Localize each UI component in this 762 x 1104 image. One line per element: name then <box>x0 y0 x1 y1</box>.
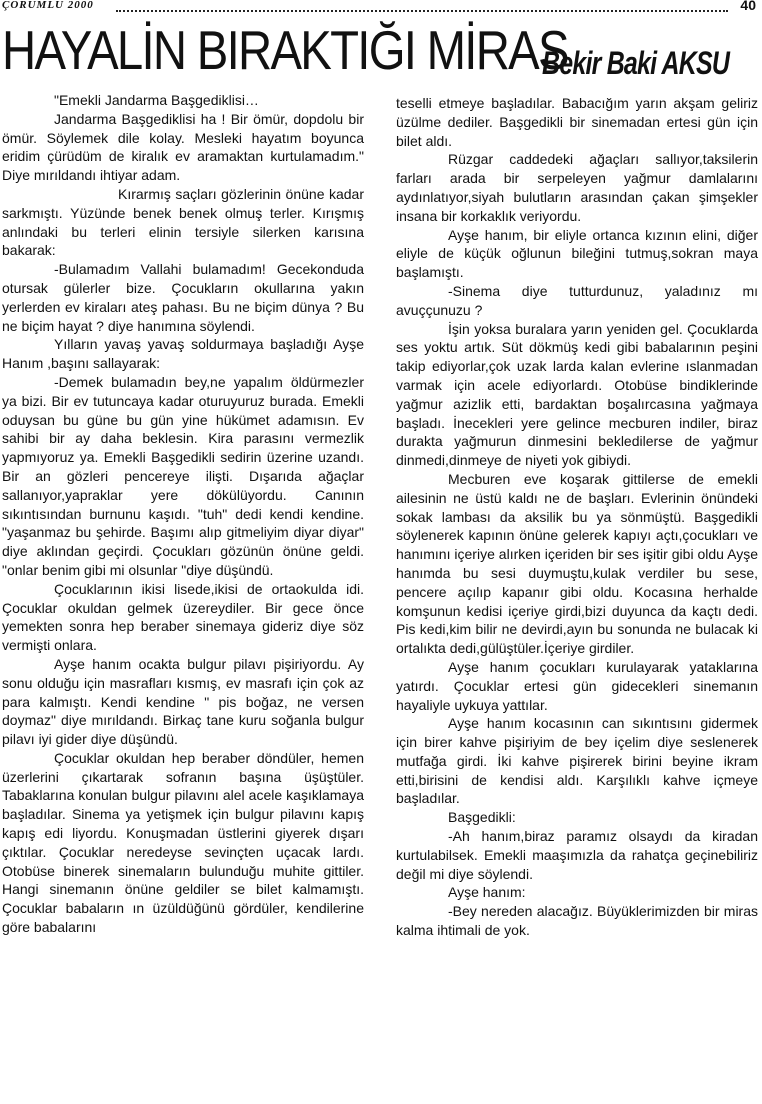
paragraph: Mecburen eve koşarak gittilerse de emekli ailesinin ne üstü kaldı ne de başları. Evlerinin önündeki sokak lambası da aksilik bu ya sönmüştü. Başgedikli söylenerek kapının önüne gelerek kapıyı açtı,çocukları ve hanımını içeriye alırken içeriden bir ses işitir gibi oldu Ayşe hanımda bu sesi duymuştu,kulak verdiler bu sese, pencere açılıp kapanır gibi oldu. Kocasına herhalde komşunun kedisi içeriye girdi,bizi duyunca da kaçtı dedi. Pis kedi,kim bilir ne devirdi,ayın bu sonunda ne bulacak ki ortalıkta dedi,gülüştüler.İçeriye girdiler. <box>396 470 758 657</box>
paragraph: "Emekli Jandarma Başgediklisi… <box>54 92 259 108</box>
paragraph: teselli etmeye başladılar. Babacığım yarın akşam geliriz üzülme dediler. Başgedikli bir sinemadan ertesi gün için bilet aldı. <box>396 95 758 149</box>
paragraph: -Demek bulamadın bey,ne yapalım öldürmezler ya bizi. Bir ev tutuncaya kadar oturuyuruz burada. Emekli oduysan bu güne bu gün yine hükümet adamısın. Ev sahibi bir ay daha beklesin. Kira parasını vermezlik yapmıyoruz ya. Emekli Başgedikli sedirin üzerine uzandı. Bir an gözleri pencereye ilişti. Dışarıda ağaçlar sallanıyor,yapraklar yere dökülüyordu. Canının sıkıntısından burnunu kaşıdı. "tuh" dedi kendi kendine. "yaşanmaz bu şehirde. Başımı alıp gitmeliyim diyar diyar" diye aklından geçirdi. Çocukları gözünün önüne geldi. "onlar benim gibi mi olsunlar "diye düşündü. <box>2 373 364 578</box>
paragraph: Çocuklar okuldan hep beraber döndüler, hemen üzerlerini çıkartarak sofranın başına üşüştüler. Tabaklarına konulan bulgur pilavını alel acele kaşıklamaya başladılar. Sinema ya yetişmek için bulgur pilavını kapış kapış edi liyordu. Konuşmadan üstlerini giyerek dışarı çıktılar. Çocuklar neredeyse sevinçten uçacak lardı. Otobüse binerek sinemaların bulunduğu muhite gittiler. Hangi sinemanın önüne geldiler se bilet kalmamıştı. Çocuklar babaların ın üzüldüğünü gördüler, kendilerine göre babalarını <box>2 749 364 936</box>
paragraph: -Bulamadım Vallahi bulamadım! Gecekonduda otursak gülerler bize. Çocukların okullarına yakın yerlerden ev kiraları ateş pahası. Bu ne biçim dünya ? Bu ne biçim hayat ? diye hanımına söylendi. <box>2 261 364 334</box>
paragraph: Ayşe hanım ocakta bulgur pilavı pişiriyordu. Ay sonu olduğu için masrafları kısmış, ev masrafı için çok az para kalmıştı. Kendi kendine " pis boğaz, ne versen doymaz" diye mırıldandı. Birkaç tane kuru soğanla bulgur pilavı iyi gider diye düşündü. <box>2 655 364 748</box>
paragraph: Başgedikli: <box>448 809 516 826</box>
paragraph: Ayşe hanım: <box>448 884 526 901</box>
magazine-name: ÇORUMLU 2000 <box>2 0 94 11</box>
right-column <box>396 94 758 940</box>
paragraph: Çocuklarının ikisi lisede,ikisi de ortaokulda idi. Çocuklar okuldan gelmek üzereydiler. Bir gece önce yemekten sonra hep beraber sinemaya gideriz diye söz vermişti onlara. <box>2 580 364 654</box>
paragraph: İşin yoksa buralara yarın yeniden gel. Çocuklarda ses yoktu artık. Süt dökmüş kedi gibi babalarının peşini takip ediyorlar,çok uzak larda kalan evlerine ıslanmadan varmak için acele ediyorlardı. Otobüse bindiklerinde yağmur azizlik etti, bardaktan boşalırcasına yağmaya başladı. İnecekleri yere gelince mecburen indiler, biraz durakta yağmurun dinmesini bekledilerse de yağmur dinmedi,dinmeye de niyeti yok gibiydi. <box>396 320 758 469</box>
article-author: Bekir Baki AKSU <box>542 45 730 81</box>
paragraph: Ayşe hanım, bir eliyle ortanca kızının elini, diğer eliyle de küçük oğlunun bileğini tutmuş,sokran maya başlamıştı. <box>396 226 758 281</box>
paragraph: Jandarma Başgediklisi ha ! Bir ömür, dopdolu bir ömür. Söylemek dile kolay. Mesleki hayatım boyunca eridim çürüdüm de kiralık ev aramaktan kurtulamadım." Diye mırıldandı ihtiyar adam. <box>2 110 364 184</box>
paragraph: Rüzgar caddedeki ağaçları sallıyor,taksilerin farları arada bir serpeleyen yağmur damlalarını aydınlatıyor,siyah bulutların arasından çakan şimşekler insana bir korkaklık veriyordu. <box>396 151 758 224</box>
header-dotted-rule <box>116 10 728 12</box>
left-column <box>2 91 364 937</box>
paragraph: -Bey nereden alacağız. Büyüklerimizden bir miras kalma ihtimali de yok. <box>396 903 758 939</box>
page-number: 40 <box>740 0 756 13</box>
article-title: HAYALİN BIRAKTIĞI MİRAS <box>2 19 568 81</box>
paragraph: -Ah hanım,biraz paramız olsaydı da kiradan kurtulabilsek. Emekli maaşımızla da rahatça geçinebiliriz değil mi diye söylendi. <box>396 828 758 882</box>
paragraph: Ayşe hanım çocukları kurulayarak yataklarına yatırdı. Çocuklar ertesi gün gidecekleri sinemanın hayaliyle uykuya yattılar. <box>396 658 758 713</box>
paragraph: Kırarmış saçları gözlerinin önüne kadar sarkmıştı. Yüzünde benek benek olmuş terler. Kırışmış anlındaki bu terleri elinin tersiyle silerken karısına bakarak: <box>2 185 364 259</box>
paragraph: Yılların yavaş yavaş soldurmaya başladığı Ayşe Hanım ,başını sallayarak: <box>2 336 364 372</box>
paragraph: -Sinema diye tutturdunuz, yaladınız mı avuççunuzu ? <box>396 282 758 318</box>
page-header <box>0 0 762 16</box>
paragraph: Ayşe hanım kocasının can sıkıntısını gidermek için birer kahve pişiriyim de bey içelim diye seslenerek mutfağa girdi. İki kahve pişirerek birini beyine ikram etti,birisini de kendisi aldı. Karşılıklı kahve içmeye başladılar. <box>396 715 758 807</box>
